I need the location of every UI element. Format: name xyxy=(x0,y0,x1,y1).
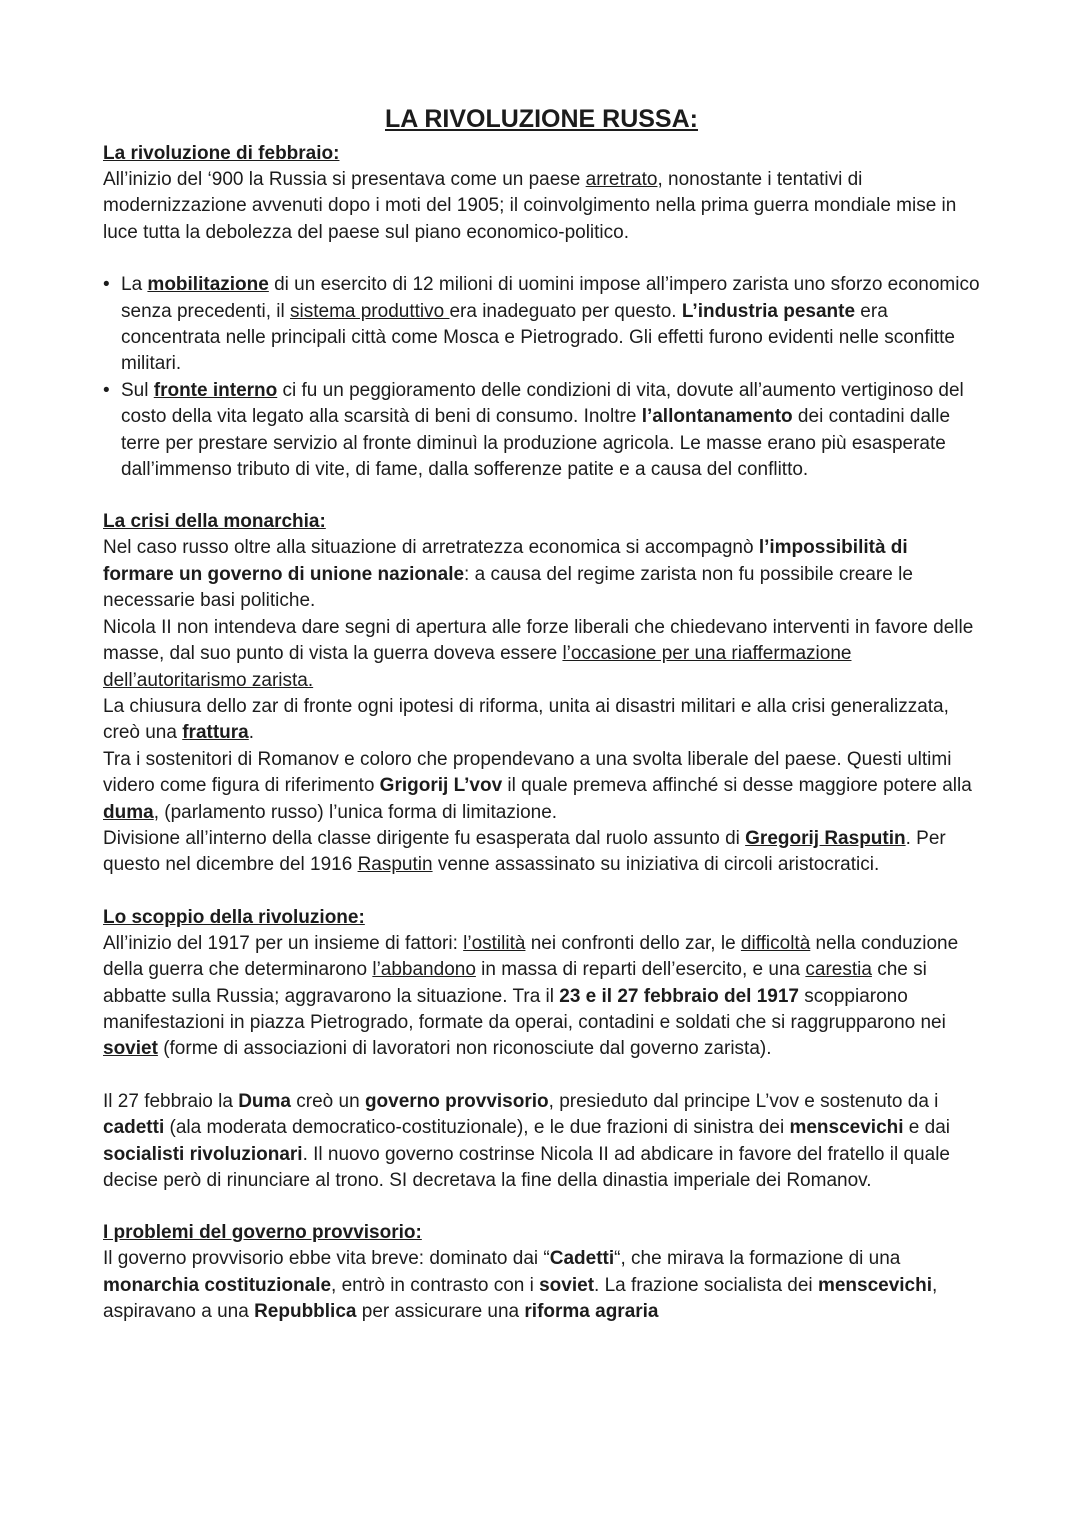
paragraph-monarchy-5: Divisione all’interno della classe dirigente fu esasperata dal ruolo assunto di Gregorij Rasputin. Per questo nel dicembre del 1916 Rasputin venne assassinato su iniziativa di circoli aristocratici. xyxy=(103,827,946,876)
paragraph-provisional-1: Il governo provvisorio ebbe vita breve: dominato dai “Cadetti“, che mirava la formazione di una monarchia costituzionale, entrò in contrasto con i soviet. La frazione socialista dei menscevichi, aspiravano a una Repubblica per assicurare una riforma agraria xyxy=(103,1248,938,1323)
paragraph-monarchy-1: Nel caso russo oltre alla situazione di arretratezza economica si accompagnò l’impossibilità di formare un governo di unione nazionale: a causa del regime zarista non fu possibile creare le necessarie basi politiche. xyxy=(103,537,913,612)
paragraph-intro: All’inizio del ‘900 la Russia si presentava come un paese arretrato, nonostante i tentativi di modernizzazione avvenuti dopo i moti del 1905; il coinvolgimento nella prima guerra mondiale mise in luce tutta la debolezza del paese sul piano economico-politico. xyxy=(103,169,957,243)
bullet-icon: • xyxy=(103,274,110,296)
paragraph-monarchy-4: Tra i sostenitori di Romanov e coloro che propendevano a una svolta liberale del paese. Questi ultimi videro come figura di riferimento Grigorij L’vov il quale premeva affinché si desse maggiore potere alla duma, (parlamento russo) l’unica forma di limitazione. xyxy=(103,748,972,823)
paragraph-monarchy-2: Nicola II non intendeva dare segni di apertura alle forze liberali che chiedevano interventi in favore delle masse, dal suo punto di vista la guerra doveva essere l’occasione per una riaffermazione dell’autoritarismo zarista. xyxy=(103,616,974,691)
paragraph-outbreak-2: Il 27 febbraio la Duma creò un governo provvisorio, presieduto dal principe L’vov e sostenuto da i cadetti (ala moderata democratico-costituzionale), e le due frazioni di sinistra dei menscevichi e dai socialisti rivoluzionari. Il nuovo governo costrinse Nicola II ad abdicare in favore del fratello il quale decise però di rinunciare al trono. SI decretava la fine della dinastia imperiale dei Romanov. xyxy=(103,1090,951,1191)
section-heading-revolution-outbreak: Lo scoppio della rivoluzione: xyxy=(103,906,365,928)
bullet-list xyxy=(103,272,980,483)
paragraph-monarchy-3: La chiusura dello zar di fronte ogni ipotesi di riforma, unita ai disastri militari e alla crisi generalizzata, creò una frattura. xyxy=(103,695,949,744)
section-heading-monarchy-crisis: La crisi della monarchia: xyxy=(103,511,326,533)
section-heading-february-revolution: La rivoluzione di febbraio: xyxy=(103,143,340,164)
bullet-item-mobilization: • La mobilitazione di un esercito di 12 milioni di uomini impose all’impero zarista uno sforzo economico senza precedenti, il sistema produttivo era inadeguato per questo. L’industria pesante era concentrata nelle principali città come Mosca e Pietrogrado. Gli effetti furono evidenti nelle sconfitte militari. xyxy=(103,274,980,375)
bullet-item-home-front: • Sul fronte interno ci fu un peggioramento delle condizioni di vita, dovute all’aumento vertiginoso del costo della vita legato alla scarsità di beni di consumo. Inoltre l’allontanamento dei contadini dalle terre per prestare servizio al fronte diminuì la produzione agricola. Le masse erano più esasperate dall’immenso tributo di vite, di fame, dalla sofferenze patite e a causa del conflitto. xyxy=(103,379,964,481)
paragraph-outbreak-1: All’inizio del 1917 per un insieme di fattori: l’ostilità nei confronti dello zar, le difficoltà nella conduzione della guerra che determinarono l’abbandono in massa di reparti dell’esercito, e una carestia che si abbatte sulla Russia; aggravarono la situazione. Tra il 23 e il 27 febbraio del 1917 scoppiarono manifestazioni in piazza Pietrogrado, formate da operai, contadini e soldati che si raggrupparono nei soviet (forme di associazioni di lavoratori non riconosciute dal governo zarista). xyxy=(103,932,959,1060)
page-title: LA RIVOLUZIONE RUSSA: xyxy=(385,105,698,133)
section-heading-provisional-government-problems: I problemi del governo provvisorio: xyxy=(103,1222,422,1244)
bullet-icon: • xyxy=(103,379,110,401)
